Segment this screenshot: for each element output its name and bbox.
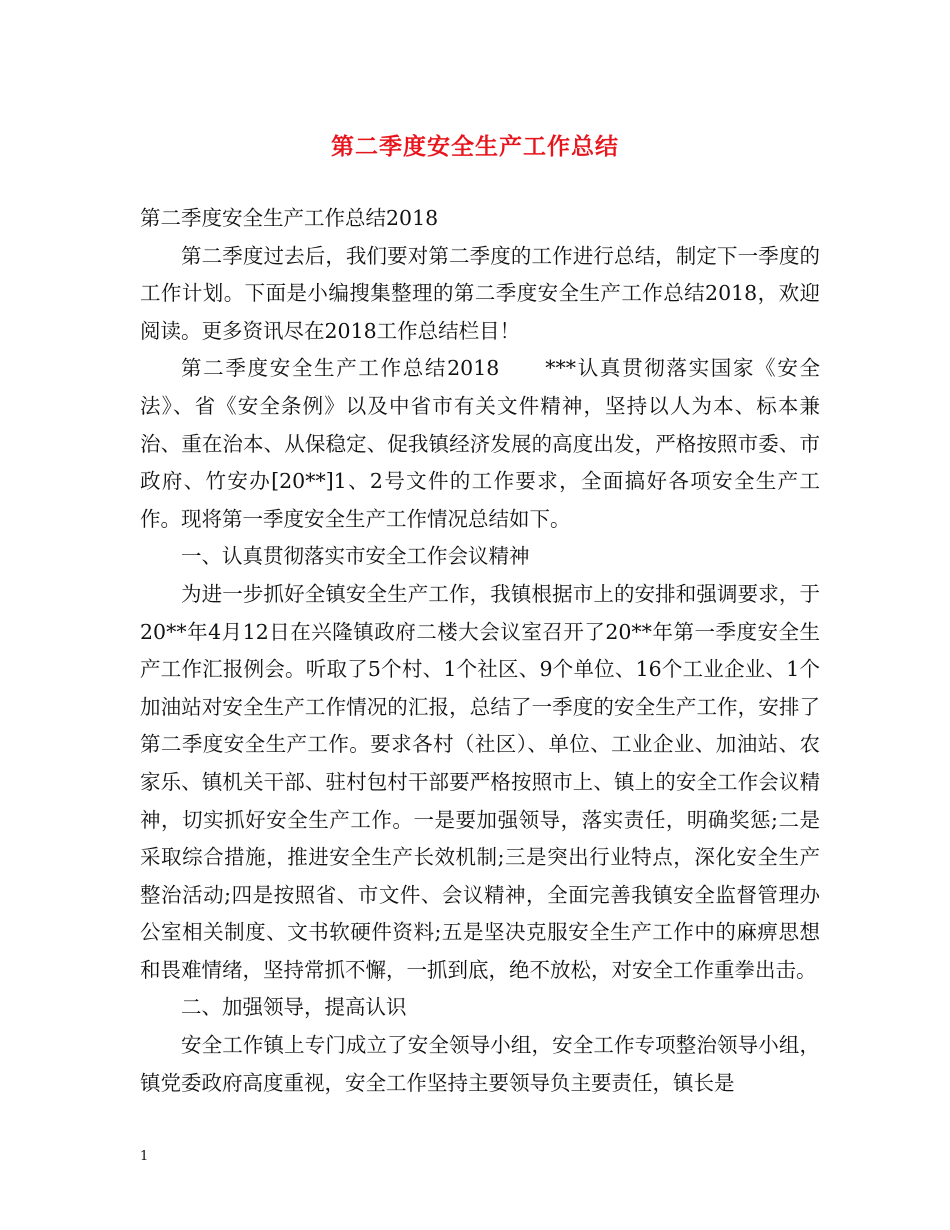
paragraph-subtitle: 第二季度安全生产工作总结2018 (140, 206, 439, 230)
section-heading-2: 二、加强领导，提高认识 (181, 995, 407, 1020)
document-title: 第二季度安全生产工作总结 (331, 133, 619, 160)
document-body (140, 200, 820, 1102)
paragraph-overview: 第二季度安全生产工作总结2018 ***认真贯彻落实国家《安全法》、省《安全条例》以及中省市有关文件精神，坚持以人为本、标本兼治、重在治本、从保稳定、促我镇经济发展的高度出发，严格按照市委、市政府、竹安办[20**]1、2号文件的工作要求，全面搞好各项安全生产工作。现将第一季度安全生产工作情况总结如下。 (140, 356, 820, 531)
paragraph-section-2: 安全工作镇上专门成立了安全领导小组，安全工作专项整治领导小组，镇党委政府高度重视，安全工作坚持主要领导负主要责任，镇长是 (140, 1033, 820, 1095)
page-number: 1 (140, 1149, 149, 1164)
paragraph-section-1: 为进一步抓好全镇安全生产工作，我镇根据市上的安排和强调要求，于20**年4月12日在兴隆镇政府二楼大会议室召开了20**年第一季度安全生产工作汇报例会。听取了5个村、1个社区、9个单位、16个工业企业、1个加油站对安全生产工作情况的汇报，总结了一季度的安全生产工作，安排了第二季度安全生产工作。要求各村（社区）、单位、工业企业、加油站、农家乐、镇机关干部、驻村包村干部要严格按照市上、镇上的安全工作会议精神，切实抓好安全生产工作。一是要加强领导，落实责任，明确奖惩;二是采取综合措施，推进安全生产长效机制;三是突出行业特点，深化安全生产整治活动;四是按照省、市文件、会议精神，全面完善我镇安全监督管理办公室相关制度、文书软硬件资料;五是坚决克服安全生产工作中的麻痹思想和畏难情绪，坚持常抓不懈，一抓到底，绝不放松，对安全工作重拳出击。 (140, 581, 820, 982)
paragraph-intro: 第二季度过去后，我们要对第二季度的工作进行总结，制定下一季度的工作计划。下面是小编搜集整理的第二季度安全生产工作总结2018，欢迎阅读。更多资讯尽在2018工作总结栏目！ (140, 243, 820, 343)
section-heading-1: 一、认真贯彻落实市安全工作会议精神 (181, 544, 530, 569)
